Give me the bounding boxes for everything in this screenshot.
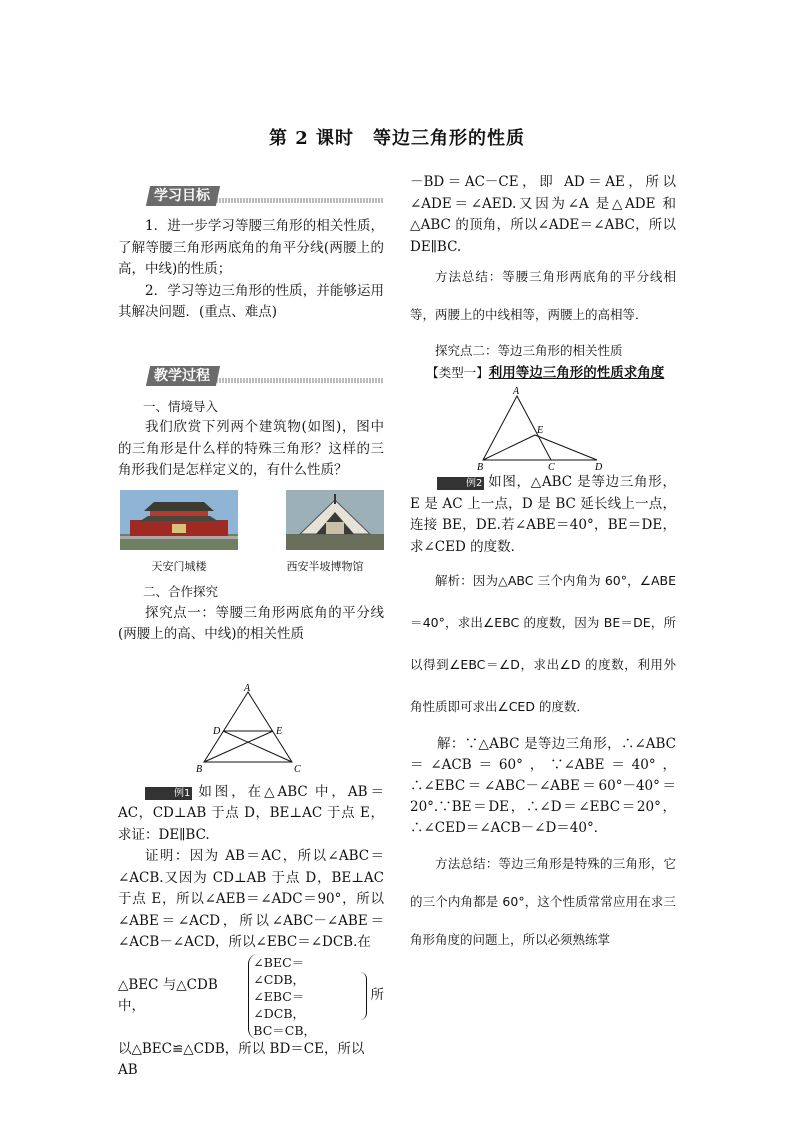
brace-right [360,972,367,1020]
analysis: 解析：因为△ABC 三个内角为 60°，∠ABE＝40°，求出∠EBC 的度数，因为 BE＝DE，所以得到∠EBC＝∠D，求出∠D 的度数，利用外角性质即可求出∠CED 的度数． [410,573,676,714]
label-A: A [244,683,251,694]
banpo-museum-image [286,490,384,550]
label-D: D [595,462,603,472]
type-1-heading: 【类型一】利用等边三角形的性质求角度 [426,364,665,381]
solution: 解：∵△ABC 是等边三角形，∴∠ABC＝∠ACB＝60°，∵∠ABE＝40°，∴∠EBC＝∠ABC－∠ABE＝60°－40°＝20°.∵BE＝DE，∴∠D＝∠EBC＝20°，∴∠CED＝∠ACB－∠D＝40°． [410,736,676,836]
method-summary-1: 方法总结：等腰三角形两底角的平分线相等，两腰上的中线相等，两腰上的高相等． [410,269,676,322]
label-E: E [276,725,283,737]
intro-heading: 一、情境导入 [143,398,219,414]
proof-1-end: 以△BEC≌△CDB，所以 BD＝CE，所以 AB [118,1040,365,1078]
example-tag: 例2 [437,477,484,490]
label-C: C [548,462,555,472]
coop-heading: 二、合作探究 [143,584,219,599]
goal-1: 1．进一步学习等腰三角形的相关性质，了解等腰三角形两底角的角平分线(两腰上的高，中线)的性质； [118,218,384,277]
intro-text: 我们欣赏下列两个建筑物(如图)，图中的三角形是什么样的特殊三角形？这样的三角形我们是怎样定义的，有什么性质？ [118,419,384,478]
left-column [118,180,384,1082]
proof-1: 证明：因为 AB＝AC，所以∠ABC＝∠ACB.又因为 CD⊥AB 于点 D，BE⊥AC 于点 E，所以∠AEB＝∠ADC＝90°，所以∠ABE＝∠ACD，所以∠ABC－∠ABE＝∠ACB－∠ACD，所以∠EBC＝∠DCB.在 [118,848,384,950]
photo-tiananmen [120,490,238,578]
goal-2: 2．学习等边三角形的性质，并能够运用其解决问题．(重点、难点) [118,282,384,320]
label-A: A [513,386,520,397]
label-E: E [537,425,544,436]
example-1: 例1 如图，在△ABC 中，AB＝AC，CD⊥AB 于点 D，BE⊥AC 于点 E，求证：DE∥BC. [118,783,384,843]
photo-row [120,490,384,578]
equation-system: ∠BEC＝∠CDB， ∠EBC＝∠DCB， BC＝CB， [248,954,359,1039]
label-D: D [213,725,221,737]
example-tag: 例1 [145,787,192,800]
label-B: B [477,462,484,472]
section-label: 教学过程 [146,366,220,386]
photo-caption: 天安门城楼 [151,559,207,573]
triangle-figure-2 [473,386,613,472]
right-column [410,172,676,959]
label-C: C [294,763,301,775]
tiananmen-image [120,490,238,550]
congruence-system: △BEC 与△CDB 中， ∠BEC＝∠CDB， ∠EBC＝∠DCB， BC＝CB， 所 [118,954,384,1038]
explore-point-1: 探究点一：等腰三角形两底角的平分线(两腰上的高、中线)的相关性质 [118,604,384,642]
photo-caption: 西安半坡博物馆 [286,559,364,573]
proof-1-continued: －BD＝AC－CE，即 AD＝AE，所以∠ADE＝∠AED.又因为∠A 是△ADE 和△ABC 的顶角，所以∠ADE＝∠ABC，所以 DE∥BC. [410,174,676,255]
section-goals-header [118,186,384,206]
method-summary-2: 方法总结：等边三角形是特殊的三角形，它的三个内角都是 60°，这个性质常常应用在求三角形角度的问题上，所以必须熟练掌 [410,856,676,947]
page-title: 第 2 课时 等边三角形的性质 [268,128,526,149]
photo-banpo [266,490,384,578]
example-2: 例2 如图，△ABC 是等边三角形，E 是 AC 上一点，D 是 BC 延长线上一点，连接 BE，DE.若∠ABE＝40°，BE＝DE，求∠CED 的度数． [410,474,676,555]
section-process-header [118,366,384,386]
label-B: B [196,763,203,775]
explore-point-2: 探究点二：等边三角形的相关性质 [435,343,623,358]
triangle-figure-1 [186,684,316,776]
section-label: 学习目标 [146,186,220,206]
